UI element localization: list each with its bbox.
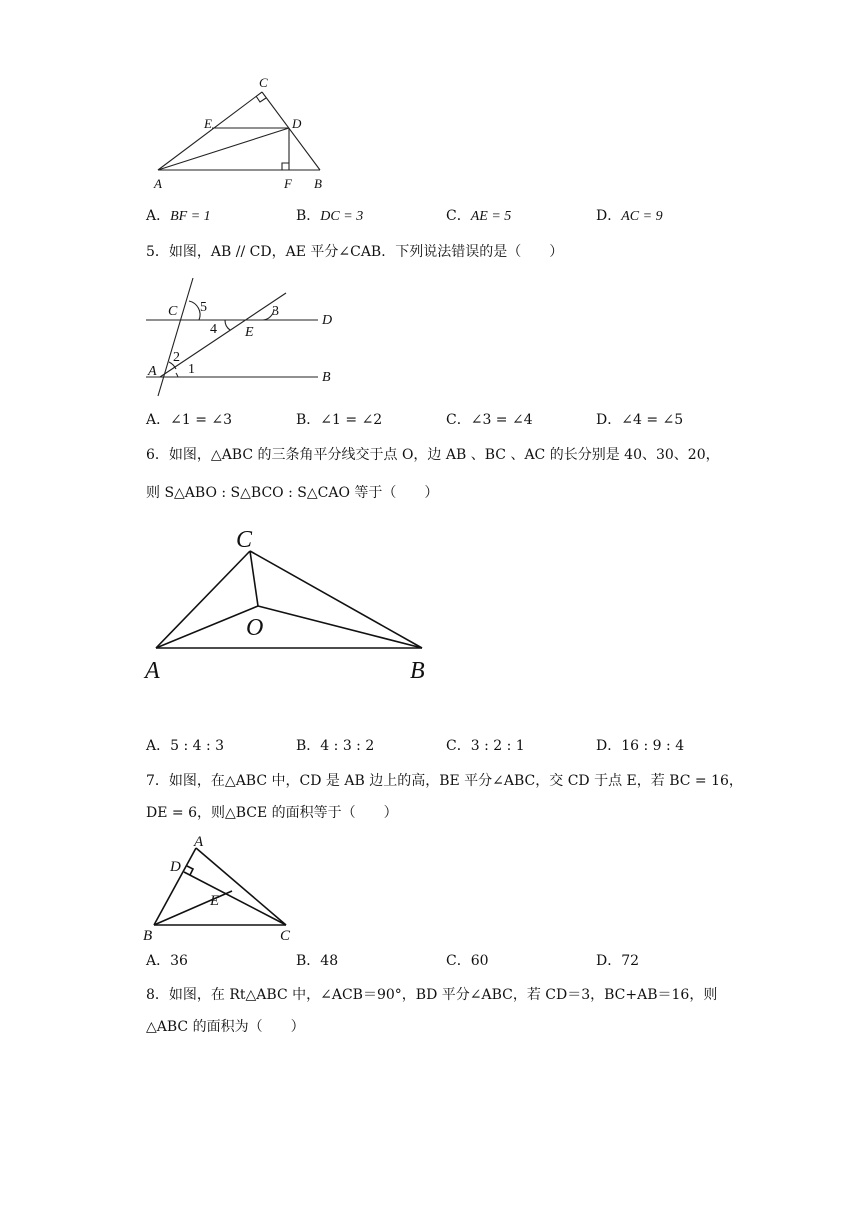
- fig5-label-5: 5: [200, 300, 207, 315]
- q5-option-d[interactable]: D．∠4 = ∠5: [596, 412, 684, 428]
- fig6-label-c: C: [236, 527, 253, 553]
- fig7-label-c: C: [280, 928, 291, 944]
- fig7-label-b: B: [143, 928, 153, 944]
- fig6-label-a: A: [145, 658, 160, 684]
- q7-text-line2: DE = 6，则△BCE 的面积等于（ ）: [146, 805, 398, 821]
- fig4-label-d: D: [292, 116, 302, 131]
- q6-option-c[interactable]: C．3 : 2 : 1: [446, 738, 525, 754]
- q4-option-c[interactable]: C．AE = 5: [446, 208, 512, 224]
- q5-option-c[interactable]: C．∠3 = ∠4: [446, 412, 533, 428]
- q5-option-b[interactable]: B．∠1 = ∠2: [296, 412, 383, 428]
- q5-option-a[interactable]: A．∠1 = ∠3: [146, 412, 233, 428]
- fig7-label-a: A: [194, 834, 204, 850]
- fig6-label-b: B: [410, 658, 425, 684]
- fig4-label-e: E: [204, 116, 212, 131]
- fig5-label-b: B: [322, 370, 331, 385]
- fig5-label-c: C: [168, 304, 178, 319]
- q7-option-c[interactable]: C．60: [446, 953, 489, 969]
- q6-text-line2: 则 S△ABO : S△BCO : S△CAO 等于（ ）: [146, 485, 439, 501]
- fig5-label-a: A: [148, 364, 157, 379]
- q8-text-line2: △ABC 的面积为（ ）: [146, 1019, 305, 1035]
- fig5-label-1: 1: [188, 362, 195, 377]
- fig5-label-3: 3: [272, 304, 279, 319]
- fig5-label-4: 4: [210, 322, 217, 337]
- fig5-label-e: E: [245, 325, 254, 340]
- fig4-label-f: F: [284, 176, 292, 191]
- q4-option-b[interactable]: B．DC = 3: [296, 208, 364, 224]
- q7-text-line1: 7．如图，在△ABC 中，CD 是 AB 边上的高，BE 平分∠ABC，交 CD 于点 E，若 BC = 16，: [146, 773, 743, 789]
- fig5-label-2: 2: [173, 350, 180, 365]
- fig7-label-d: D: [170, 859, 181, 875]
- q6-option-b[interactable]: B．4 : 3 : 2: [296, 738, 375, 754]
- q4-option-d[interactable]: D．AC = 9: [596, 208, 663, 224]
- fig4-label-b: B: [314, 176, 322, 191]
- q6-option-d[interactable]: D．16 : 9 : 4: [596, 738, 685, 754]
- fig7-label-e: E: [210, 893, 220, 909]
- fig4-label-a: A: [154, 176, 162, 191]
- fig6-label-o: O: [246, 615, 264, 641]
- fig5-label-d: D: [322, 313, 333, 328]
- fig4-label-c: C: [259, 75, 268, 90]
- q7-option-a[interactable]: A．36: [146, 953, 188, 969]
- q6-option-a[interactable]: A．5 : 4 : 3: [146, 738, 225, 754]
- q4-option-a[interactable]: A．BF = 1: [146, 208, 211, 224]
- q7-option-b[interactable]: B．48: [296, 953, 339, 969]
- q5-text: 5．如图，AB // CD，AE 平分∠CAB．下列说法错误的是（ ）: [146, 244, 564, 260]
- q7-option-d[interactable]: D．72: [596, 953, 640, 969]
- q8-text-line1: 8．如图，在 Rt△ABC 中，∠ACB＝90°，BD 平分∠ABC，若 CD＝3，BC+AB＝16，则: [146, 987, 718, 1003]
- q6-text-line1: 6．如图，△ABC 的三条角平分线交于点 O，边 AB 、BC 、AC 的长分别是 40、30、20，: [146, 447, 720, 463]
